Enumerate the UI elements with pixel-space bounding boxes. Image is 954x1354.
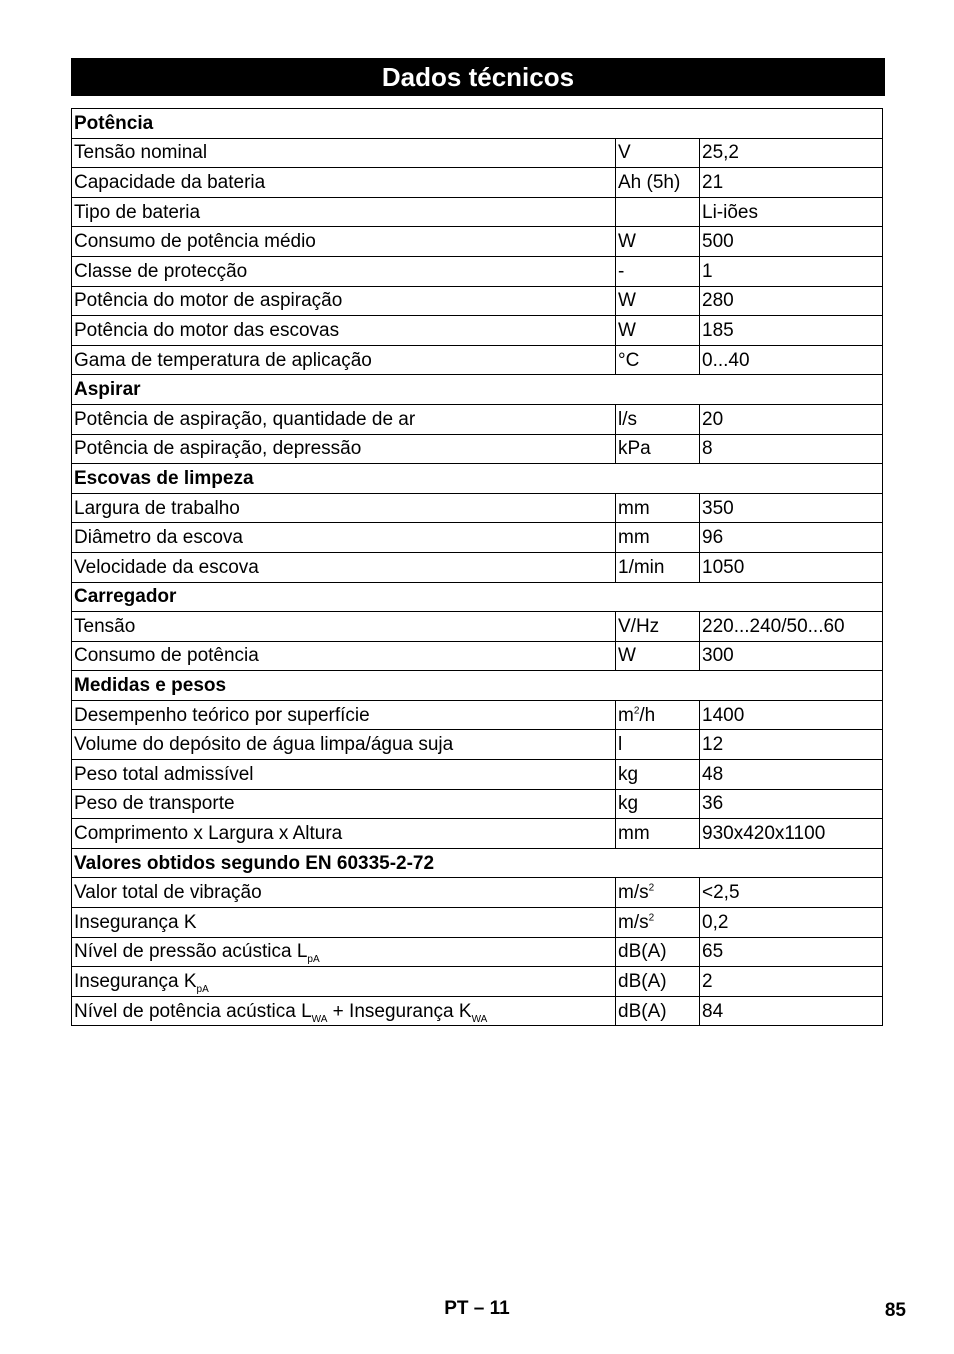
table-row bbox=[72, 641, 883, 671]
value-label: 36 bbox=[702, 793, 724, 815]
value-label: 930x420x1100 bbox=[702, 823, 826, 845]
unit-cell bbox=[616, 996, 700, 1026]
unit-label: mm bbox=[618, 497, 650, 519]
parameter-cell bbox=[72, 552, 616, 582]
parameter-cell bbox=[72, 730, 616, 760]
value-cell bbox=[700, 819, 883, 849]
value-label: 220...240/50...60 bbox=[702, 615, 845, 637]
parameter-cell bbox=[72, 256, 616, 286]
value-label: 350 bbox=[702, 497, 734, 519]
unit-cell bbox=[616, 138, 700, 168]
value-label: 96 bbox=[702, 527, 724, 549]
unit-label: dB(A) bbox=[618, 1000, 667, 1022]
unit-label: V bbox=[618, 142, 631, 164]
section-header-row bbox=[72, 375, 883, 405]
section-title: Medidas e pesos bbox=[72, 671, 883, 701]
unit-cell bbox=[616, 552, 700, 582]
unit-cell bbox=[616, 908, 700, 938]
parameter-cell bbox=[72, 908, 616, 938]
table-row bbox=[72, 227, 883, 257]
unit-label: W bbox=[618, 290, 636, 312]
parameter-label: Insegurança K bbox=[74, 911, 197, 933]
unit-cell bbox=[616, 937, 700, 967]
unit-cell bbox=[616, 168, 700, 198]
unit-label: m/s bbox=[618, 882, 649, 904]
value-label: 21 bbox=[702, 171, 724, 193]
table-row bbox=[72, 878, 883, 908]
table-row bbox=[72, 345, 883, 375]
unit-cell bbox=[616, 256, 700, 286]
unit-label: m/s bbox=[618, 911, 649, 933]
table-row bbox=[72, 789, 883, 819]
table-row bbox=[72, 967, 883, 997]
section-header-row bbox=[72, 671, 883, 701]
parameter-cell bbox=[72, 434, 616, 464]
value-label: Li-iões bbox=[702, 201, 758, 223]
table-row bbox=[72, 908, 883, 938]
table-row bbox=[72, 819, 883, 849]
table-row bbox=[72, 612, 883, 642]
value-label: 65 bbox=[702, 941, 724, 963]
parameter-subscript: pA bbox=[307, 954, 320, 966]
parameter-label: Potência do motor de aspiração bbox=[74, 290, 343, 312]
value-label: <2,5 bbox=[702, 882, 740, 904]
parameter-cell bbox=[72, 197, 616, 227]
value-label: 0...40 bbox=[702, 349, 750, 371]
parameter-label: Consumo de potência médio bbox=[74, 231, 316, 253]
parameter-cell bbox=[72, 996, 616, 1026]
unit-cell bbox=[616, 523, 700, 553]
unit-label: W bbox=[618, 319, 636, 341]
parameter-label: Volume do depósito de água limpa/água suja bbox=[74, 734, 454, 756]
table-row bbox=[72, 286, 883, 316]
value-cell bbox=[700, 197, 883, 227]
value-label: 300 bbox=[702, 645, 734, 667]
value-cell bbox=[700, 256, 883, 286]
parameter-cell bbox=[72, 641, 616, 671]
unit-cell bbox=[616, 345, 700, 375]
parameter-label: Velocidade da escova bbox=[74, 556, 259, 578]
value-cell bbox=[700, 168, 883, 198]
parameter-cell bbox=[72, 789, 616, 819]
parameter-cell bbox=[72, 316, 616, 346]
page-title: Dados técnicos bbox=[71, 58, 885, 96]
table-row bbox=[72, 730, 883, 760]
parameter-cell bbox=[72, 937, 616, 967]
unit-cell bbox=[616, 700, 700, 730]
unit-cell bbox=[616, 434, 700, 464]
value-label: 20 bbox=[702, 408, 724, 430]
unit-superscript: 2 bbox=[633, 705, 640, 717]
value-cell bbox=[700, 345, 883, 375]
table-row bbox=[72, 552, 883, 582]
table-row bbox=[72, 760, 883, 790]
parameter-label: Diâmetro da escova bbox=[74, 527, 243, 549]
value-cell bbox=[700, 641, 883, 671]
parameter-cell bbox=[72, 967, 616, 997]
value-label: 48 bbox=[702, 763, 724, 785]
unit-cell bbox=[616, 316, 700, 346]
unit-cell bbox=[616, 789, 700, 819]
value-cell bbox=[700, 286, 883, 316]
unit-cell bbox=[616, 612, 700, 642]
table-row bbox=[72, 316, 883, 346]
value-cell bbox=[700, 493, 883, 523]
value-cell bbox=[700, 937, 883, 967]
parameter-label: Tensão nominal bbox=[74, 142, 208, 164]
parameter-label: Insegurança K bbox=[74, 971, 197, 993]
parameter-cell bbox=[72, 404, 616, 434]
value-label: 1 bbox=[702, 260, 713, 282]
parameter-label: Nível de potência acústica L bbox=[74, 1000, 312, 1022]
value-label: 84 bbox=[702, 1000, 724, 1022]
unit-cell bbox=[616, 641, 700, 671]
unit-label: W bbox=[618, 645, 636, 667]
parameter-label: Comprimento x Largura x Altura bbox=[74, 823, 343, 845]
unit-label: m bbox=[618, 704, 634, 726]
parameter-cell bbox=[72, 168, 616, 198]
parameter-cell bbox=[72, 700, 616, 730]
unit-cell bbox=[616, 819, 700, 849]
parameter-cell bbox=[72, 819, 616, 849]
unit-cell bbox=[616, 197, 700, 227]
value-label: 2 bbox=[702, 971, 713, 993]
table-row bbox=[72, 138, 883, 168]
table-row bbox=[72, 493, 883, 523]
value-cell bbox=[700, 434, 883, 464]
value-cell bbox=[700, 789, 883, 819]
table-row bbox=[72, 937, 883, 967]
table-row bbox=[72, 996, 883, 1026]
value-label: 25,2 bbox=[702, 142, 739, 164]
value-cell bbox=[700, 878, 883, 908]
table-row bbox=[72, 700, 883, 730]
value-cell bbox=[700, 227, 883, 257]
section-title: Carregador bbox=[72, 582, 883, 612]
parameter-cell bbox=[72, 227, 616, 257]
value-label: 12 bbox=[702, 734, 724, 756]
section-header-row bbox=[72, 464, 883, 494]
table-row bbox=[72, 523, 883, 553]
parameter-label: Largura de trabalho bbox=[74, 497, 240, 519]
value-cell bbox=[700, 612, 883, 642]
parameter-label: Peso total admissível bbox=[74, 763, 254, 785]
technical-data-table bbox=[71, 108, 883, 1026]
unit-label: l/s bbox=[618, 408, 637, 430]
value-cell bbox=[700, 316, 883, 346]
parameter-label: Tipo de bateria bbox=[74, 201, 201, 223]
parameter-subscript: WA bbox=[311, 1013, 328, 1025]
value-cell bbox=[700, 967, 883, 997]
value-cell bbox=[700, 404, 883, 434]
unit-label: Ah (5h) bbox=[618, 171, 681, 193]
unit-label: dB(A) bbox=[618, 971, 667, 993]
unit-cell bbox=[616, 760, 700, 790]
unit-label: mm bbox=[618, 527, 650, 549]
section-title: Valores obtidos segundo EN 60335-2-72 bbox=[72, 848, 883, 878]
section-title: Aspirar bbox=[72, 375, 883, 405]
parameter-label: Consumo de potência bbox=[74, 645, 259, 667]
unit-label: kPa bbox=[618, 438, 651, 460]
parameter-subscript: pA bbox=[196, 983, 209, 995]
parameter-cell bbox=[72, 878, 616, 908]
footer-language-code: PT – 11 bbox=[444, 1298, 510, 1319]
unit-cell bbox=[616, 227, 700, 257]
value-label: 280 bbox=[702, 290, 734, 312]
parameter-label: Capacidade da bateria bbox=[74, 171, 266, 193]
parameter-cell bbox=[72, 138, 616, 168]
parameter-cell bbox=[72, 286, 616, 316]
parameter-subscript: WA bbox=[471, 1013, 488, 1025]
unit-cell bbox=[616, 286, 700, 316]
value-label: 185 bbox=[702, 319, 734, 341]
table-row bbox=[72, 404, 883, 434]
unit-label: V/Hz bbox=[618, 615, 660, 637]
section-header-row bbox=[72, 848, 883, 878]
parameter-cell bbox=[72, 493, 616, 523]
value-cell bbox=[700, 138, 883, 168]
table-row bbox=[72, 197, 883, 227]
value-cell bbox=[700, 523, 883, 553]
parameter-label: Desempenho teórico por superfície bbox=[74, 704, 370, 726]
unit-label: mm bbox=[618, 823, 650, 845]
parameter-cell bbox=[72, 523, 616, 553]
unit-label: dB(A) bbox=[618, 941, 667, 963]
unit-label: kg bbox=[618, 763, 639, 785]
value-cell bbox=[700, 730, 883, 760]
table-row bbox=[72, 434, 883, 464]
table-row bbox=[72, 168, 883, 198]
parameter-label: Potência de aspiração, depressão bbox=[74, 438, 362, 460]
parameter-label: Gama de temperatura de aplicação bbox=[74, 349, 372, 371]
value-label: 8 bbox=[702, 438, 713, 460]
parameter-label: Potência de aspiração, quantidade de ar bbox=[74, 408, 416, 430]
section-title: Escovas de limpeza bbox=[72, 464, 883, 494]
table-row bbox=[72, 256, 883, 286]
value-label: 0,2 bbox=[702, 911, 729, 933]
value-cell bbox=[700, 700, 883, 730]
parameter-label: Classe de protecção bbox=[74, 260, 248, 282]
unit-label: W bbox=[618, 231, 636, 253]
parameter-label: Potência do motor das escovas bbox=[74, 319, 340, 341]
parameter-cell bbox=[72, 612, 616, 642]
value-cell bbox=[700, 996, 883, 1026]
value-cell bbox=[700, 552, 883, 582]
technical-data-body bbox=[72, 109, 883, 1026]
value-label: 1050 bbox=[702, 556, 745, 578]
unit-label: - bbox=[618, 260, 625, 282]
unit-label: l bbox=[618, 734, 623, 756]
unit-label: 1/min bbox=[618, 556, 665, 578]
unit-superscript: 2 bbox=[648, 912, 655, 924]
unit-label-tail: /h bbox=[639, 704, 656, 726]
parameter-cell bbox=[72, 760, 616, 790]
parameter-label-tail: + Insegurança K bbox=[327, 1000, 472, 1022]
section-title: Potência bbox=[72, 109, 883, 139]
unit-cell bbox=[616, 730, 700, 760]
unit-superscript: 2 bbox=[648, 882, 655, 894]
parameter-label: Peso de transporte bbox=[74, 793, 235, 815]
footer-page-number: 85 bbox=[884, 1300, 906, 1321]
value-label: 1400 bbox=[702, 704, 745, 726]
section-header-row bbox=[72, 582, 883, 612]
value-label: 500 bbox=[702, 231, 734, 253]
value-cell bbox=[700, 760, 883, 790]
unit-cell bbox=[616, 404, 700, 434]
section-header-row bbox=[72, 109, 883, 139]
unit-cell bbox=[616, 493, 700, 523]
unit-cell bbox=[616, 878, 700, 908]
parameter-label: Nível de pressão acústica L bbox=[74, 941, 308, 963]
parameter-label: Valor total de vibração bbox=[74, 882, 262, 904]
unit-cell bbox=[616, 967, 700, 997]
parameter-label: Tensão bbox=[74, 615, 136, 637]
unit-label: kg bbox=[618, 793, 639, 815]
value-cell bbox=[700, 908, 883, 938]
unit-label: °C bbox=[618, 349, 640, 371]
parameter-cell bbox=[72, 345, 616, 375]
